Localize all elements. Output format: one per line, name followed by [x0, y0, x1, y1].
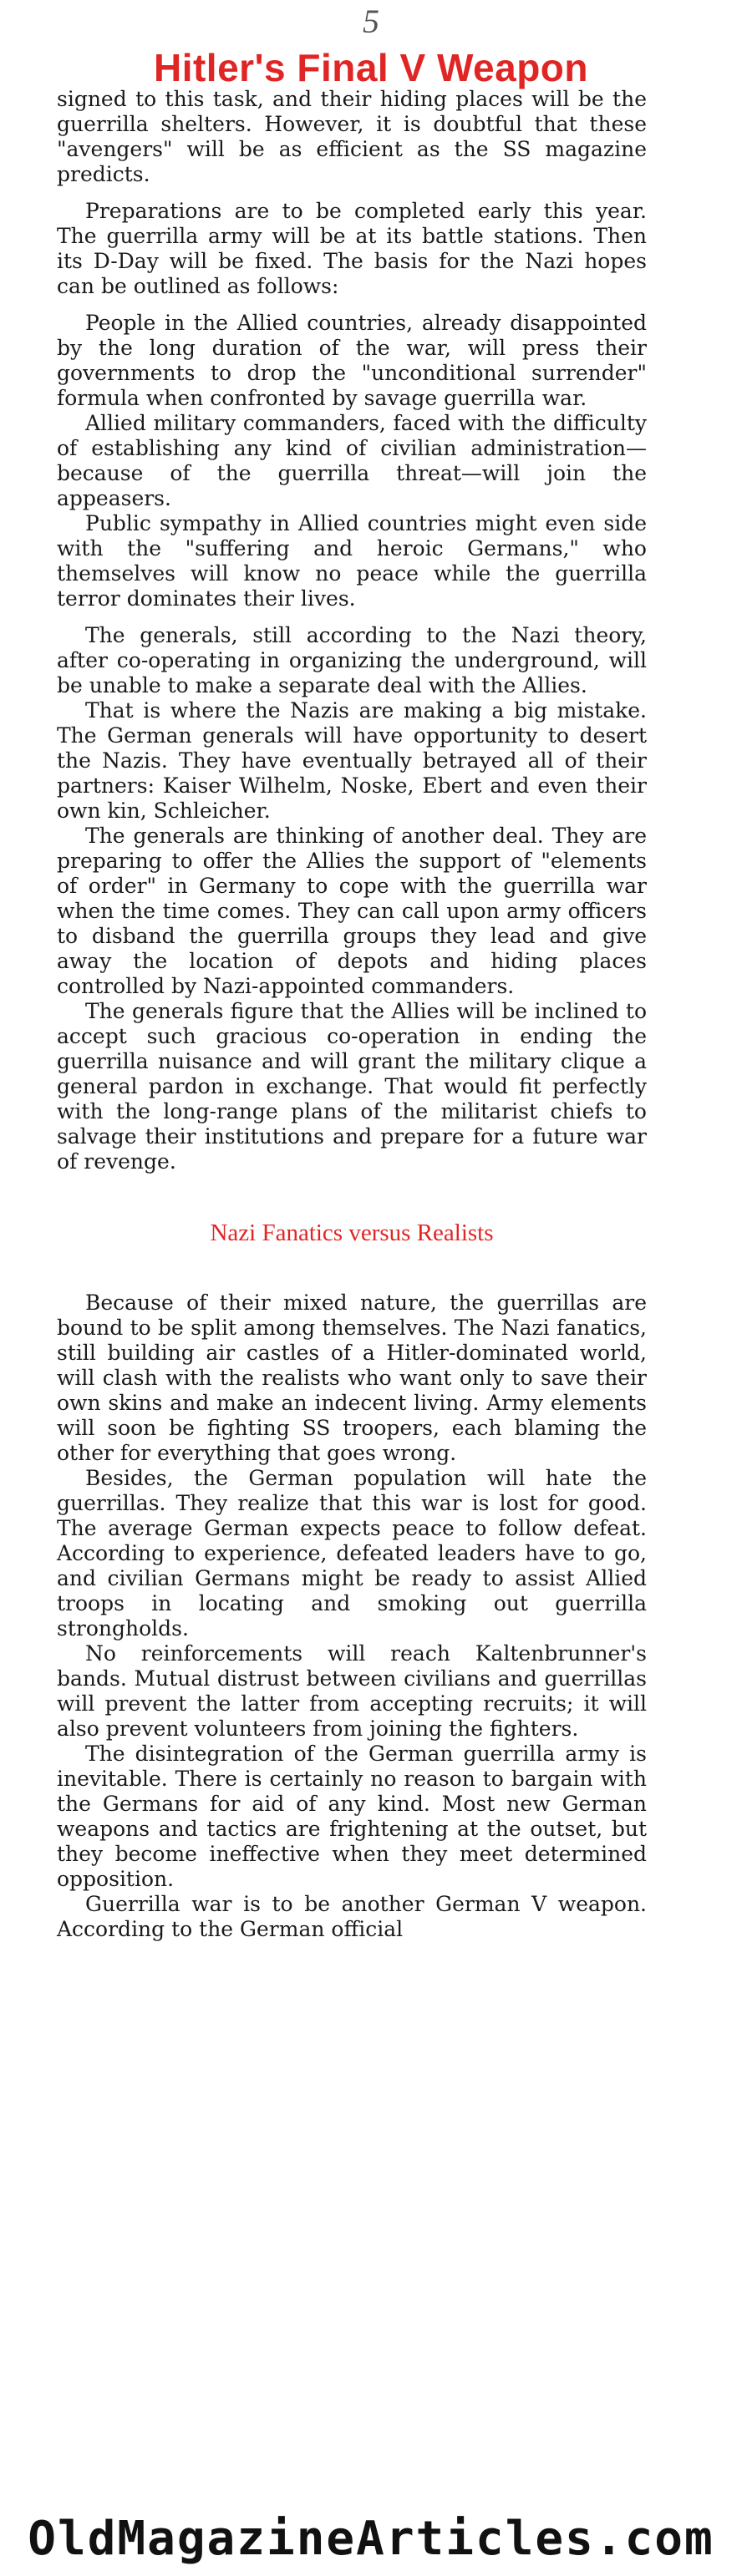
article-paragraph: No reinforcements will reach Kaltenbrunner's bands. Mutual distrust between civilians and guerrillas will prevent the latter from accepting recruits; it will also prevent volunteers from joining the fighters.	[57, 1641, 647, 1741]
article-paragraph: People in the Allied countries, already disappointed by the long duration of the war, will press their governments to drop the "unconditional surrender" formula when confronted by savage guerrilla war.	[57, 311, 647, 410]
article-paragraph: The generals figure that the Allies will be inclined to accept such gracious co-operation in ending the guerrilla nuisance and will grant the military clique a general pardon in exchange. That would fit perfectly with the long-range plans of the militarist chiefs to salvage their institutions and prepare for a future war of revenge.	[57, 999, 647, 1174]
article-body	[57, 87, 647, 1942]
article-paragraph: signed to this task, and their hiding places will be the guerrilla shelters. However, it is doubtful that these "avengers" will be as efficient as the SS magazine predicts.	[57, 87, 647, 186]
article-paragraph: Besides, the German population will hate the guerrillas. They realize that this war is lost for good. The average German expects peace to follow defeat. According to experience, defeated leaders have to go, and civilian Germans might be ready to assist Allied troops in locating and smoking out guerrilla strongholds.	[57, 1466, 647, 1640]
section-subheading: Nazi Fanatics versus Realists	[210, 1220, 494, 1246]
article-paragraph: That is where the Nazis are making a big mistake. The German generals will have opportunity to desert the Nazis. They have eventually betrayed all of their partners: Kaiser Wilhelm, Noske, Ebert and even their own kin, Schleicher.	[57, 698, 647, 823]
page-number: 5	[363, 3, 379, 40]
site-watermark: OldMagazineArticles.com	[28, 2511, 714, 2566]
article-paragraph: Allied military commanders, faced with the difficulty of establishing any kind of civilian administration—because of the guerrilla threat—will join the appeasers.	[57, 411, 647, 510]
article-paragraph: Because of their mixed nature, the guerrillas are bound to be split among themselves. The Nazi fanatics, still building air castles of a Hitler-dominated world, will clash with the realists who want only to save their own skins and make an indecent living. Army elements will soon be fighting SS troopers, each blaming the other for everything that goes wrong.	[57, 1291, 647, 1465]
article-paragraph: Preparations are to be completed early this year. The guerrilla army will be at its battle stations. Then its D-Day will be fixed. The basis for the Nazi hopes can be outlined as follows:	[57, 199, 647, 298]
article-paragraph: The generals, still according to the Nazi theory, after co-operating in organizing the underground, will be unable to make a separate deal with the Allies.	[57, 623, 647, 697]
article-paragraph: The disintegration of the German guerrilla army is inevitable. There is certainly no reason to bargain with the Germans for aid of any kind. Most new German weapons and tactics are frightening at the outset, but they become ineffective when they meet determined opposition.	[57, 1742, 647, 1891]
article-paragraph: Public sympathy in Allied countries might even side with the "suffering and heroic Germans," who themselves will know no peace while the guerrilla terror dominates their lives.	[57, 511, 647, 611]
article-paragraph: Guerrilla war is to be another German V weapon. According to the German official	[57, 1892, 647, 1941]
article-headline: Hitler's Final V Weapon	[153, 46, 588, 89]
article-paragraph: The generals are thinking of another deal. They are preparing to offer the Allies the support of "elements of order" in Germany to cope with the guerrilla war when the time comes. They can call upon army officers to disband the guerrilla groups they lead and give away the location of depots and hiding places controlled by Nazi-appointed commanders.	[57, 824, 647, 998]
